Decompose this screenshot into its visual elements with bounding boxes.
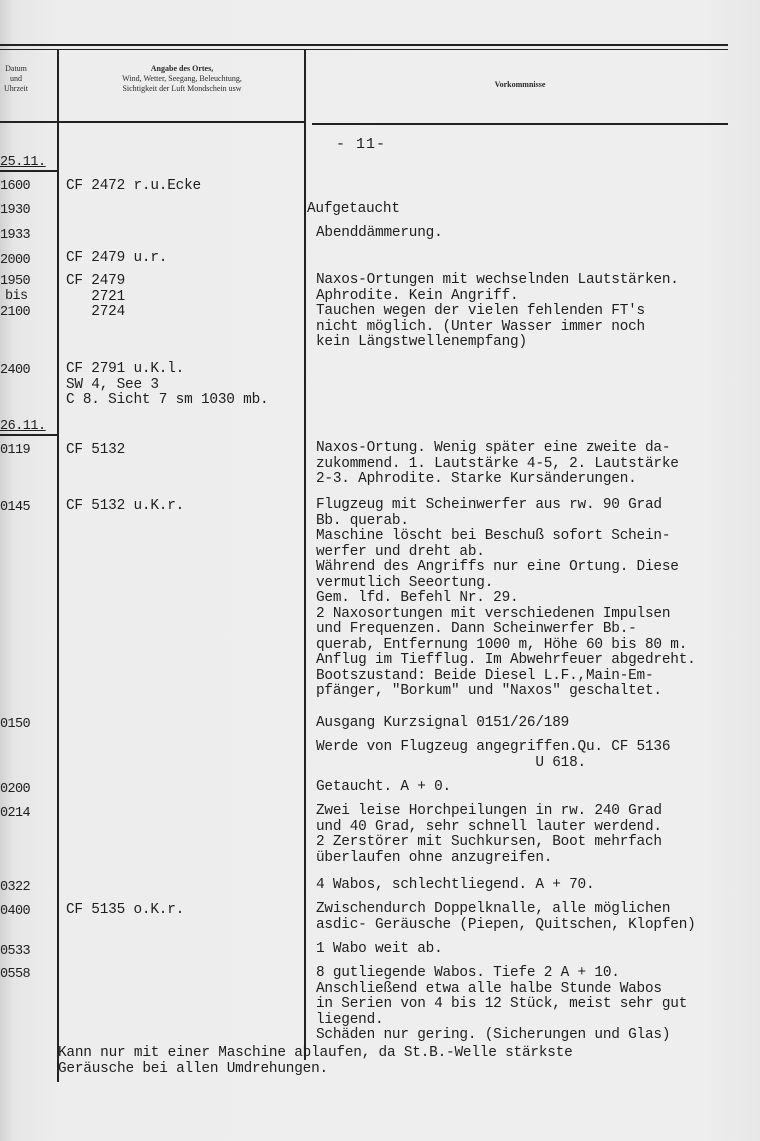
time-entry: 0150 [0,717,31,732]
time-entry: 2000 [0,253,31,268]
header-col-datum: Datum und Uhrzeit [4,64,28,93]
event-entry: Naxos-Ortungen mit wechselnden Lautstärken. Aphrodite. Kein Angriff. Tauchen wegen der vielen fehlenden FT's nicht möglich. (Unter Wasser immer noch kein Längstwellenempfang) [316,272,679,350]
place-entry: CF 2479 u.r. [66,250,168,266]
time-entry: 0533 [0,944,31,959]
header-col-vorkommnisse: Vorkommnisse [494,80,546,89]
event-entry: Aufgetaucht [307,201,400,217]
time-entry: 2400 [0,363,31,378]
event-entry: 8 gutliegende Wabos. Tiefe 2 A + 10. Anschließend etwa alle halbe Stunde Wabos in Serien von 4 bis 12 Stück, meist sehr gut liegend. Schäden nur gering. (Sicherungen und Glas) [316,965,688,1043]
page-number: - 11- [336,136,387,153]
event-entry: Ausgang Kurzsignal 0151/26/189 [316,715,570,731]
time-entry: 0322 [0,880,31,895]
event-entry: 4 Wabos, schlechtliegend. A + 70. [316,877,595,893]
time-entry: 0145 [0,500,31,515]
top-rule-thin [0,49,728,50]
header-bottom-rule-right [312,123,728,125]
event-entry: Naxos-Ortung. Wenig später eine zweite da- zukommend. 1. Lautstärke 4-5, 2. Lautstärke 2-3. Aphrodite. Starke Kursänderungen. [316,440,679,487]
event-entry: Werde von Flugzeug angegriffen.Qu. CF 5136 U 618. [316,739,671,771]
time-entry: 0558 [0,967,31,982]
event-entry: Zwei leise Horchpeilungen in rw. 240 Grad und 40 Grad, sehr schnell lauter werdend. 2 Zerstörer mit Suchkursen, Boot mehrfach überlaufen ohne anzugreifen. [316,803,662,866]
event-entry: 1 Wabo weit ab. [316,941,443,957]
header-col-ort: Angabe des Ortes, Wind, Wetter, Seegang, Beleuchtung, Sichtigkeit der Luft Mondschein usw [122,64,242,93]
time-entry: bis [5,289,28,304]
time-entry: 1950 [0,274,31,289]
time-entry: 0119 [0,443,31,458]
top-rule [0,44,728,46]
event-entry: Flugzeug mit Scheinwerfer aus rw. 90 Grad Bb. querab. Maschine löscht bei Beschuß sofort Schein- werfer und dreht ab. Während des Angriffs nur eine Ortung. Diese vermutlich Seeortung. Gem. lfd. Befehl Nr. 29. 2 Naxosortungen mit verschiedenen Impulsen und Frequenzen. Dann Scheinwerfer Bb.- querab, Entfernung 1000 m, Höhe 60 bis 80 m. Anflug im Tiefflug. Im Abwehrfeuer abgedreht. Bootszustand: Beide Diesel L.F.,Main-Em- pfänger, "Borkum" und "Naxos" geschaltet. [316,497,696,699]
date-entry: 26.11. [0,419,46,434]
time-entry: 0400 [0,904,31,919]
place-entry: CF 5132 [66,442,126,458]
event-entry: Zwischendurch Doppelknalle, alle möglichen asdic- Geräusche (Piepen, Quitschen, Klopfen) [316,901,696,933]
event-entry: Getaucht. A + 0. [316,779,451,795]
column-divider-ort [304,50,306,1060]
time-entry: 1933 [0,228,31,243]
place-entry: CF 2472 r.u.Ecke [66,178,201,194]
time-entry: 2100 [0,305,31,320]
place-entry: CF 5135 o.K.r. [66,902,185,918]
footer-note: Kann nur mit einer Maschine ablaufen, da St.B.-Welle stärkste Geräusche bei allen Umdrehungen. [58,1045,573,1077]
column-divider-datum [57,50,59,1082]
time-entry: 0214 [0,806,31,821]
time-entry: 1600 [0,179,31,194]
header-bottom-rule-left [0,121,305,123]
place-entry: CF 2479 2721 2724 [66,273,126,320]
time-entry: 1930 [0,203,31,218]
place-entry: CF 2791 u.K.l. SW 4, See 3 C 8. Sicht 7 sm 1030 mb. [66,361,269,408]
place-entry: CF 5132 u.K.r. [66,498,185,514]
date-entry: 25.11. [0,155,46,170]
time-entry: 0200 [0,782,31,797]
event-entry: Abenddämmerung. [316,225,443,241]
